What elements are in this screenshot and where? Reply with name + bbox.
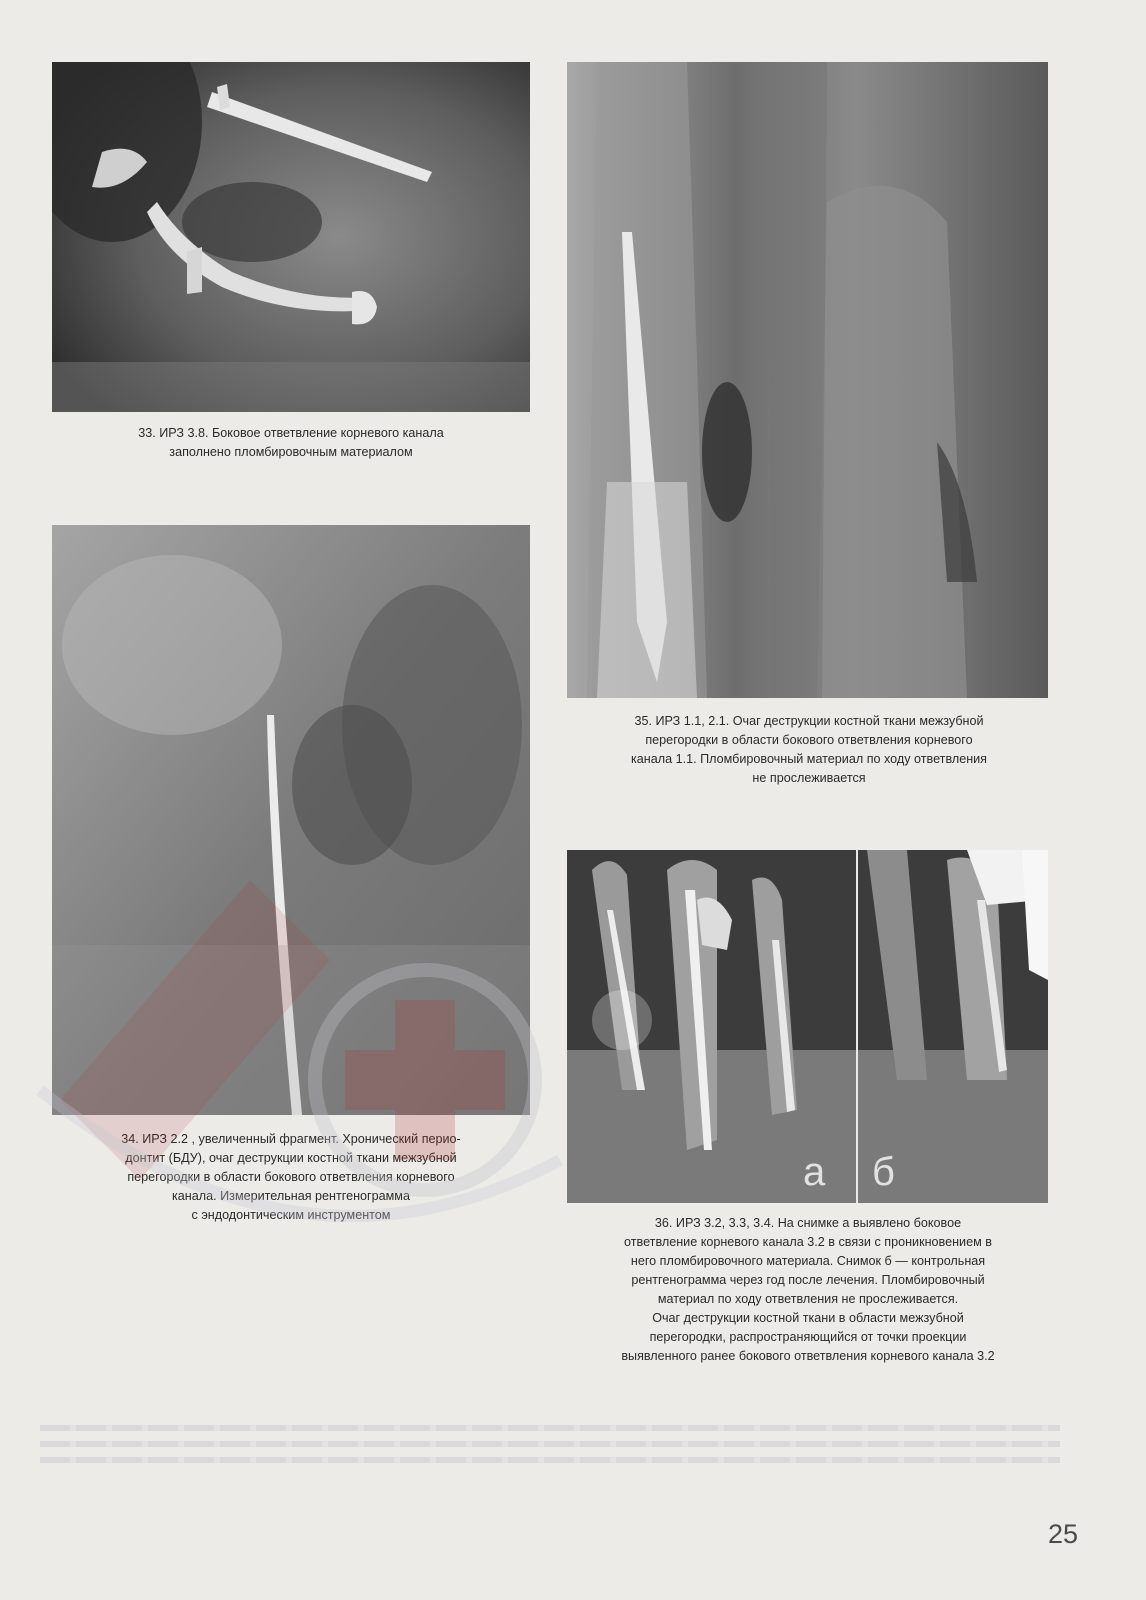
caption-line: перегородки в области бокового ответвления корневого xyxy=(127,1170,455,1184)
figure-35-caption xyxy=(570,712,1048,788)
figure-33-caption xyxy=(60,424,522,462)
figure-34-caption xyxy=(52,1130,530,1225)
figure-36-caption xyxy=(566,1214,1050,1366)
figure-36-xray-image xyxy=(567,850,1048,1203)
caption-line: 36. ИРЗ 3.2, 3.3, 3.4. На снимке а выявлено боковое xyxy=(654,1216,962,1230)
caption-line: перегородки в области бокового ответвления корневого xyxy=(645,733,973,747)
caption-line: канала 1.1. Пломбировочный материал по ходу ответвления xyxy=(630,752,988,766)
caption-line: него пломбировочного материала. Снимок б — контрольная xyxy=(630,1254,986,1268)
caption-line: рентгенограмма через год после лечения. Пломбировочный xyxy=(631,1273,985,1287)
caption-line: перегородки, распространяющийся от точки проекции xyxy=(649,1330,967,1344)
caption-line: материал по ходу ответвления не прослеживается. xyxy=(657,1292,959,1306)
caption-line: с эндодонтическим инструментом xyxy=(191,1208,391,1222)
caption-line: донтит (БДУ), очаг деструкции костной ткани межзубной xyxy=(125,1151,457,1165)
caption-line: Очаг деструкции костной ткани в области межзубной xyxy=(652,1311,964,1325)
caption-line: 33. ИРЗ 3.8. Боковое ответвление корневого канала xyxy=(138,426,444,440)
caption-line: ответвление корневого канала 3.2 в связи с проникновением в xyxy=(624,1235,992,1249)
caption-line: выявленного ранее бокового ответвления корневого канала 3.2 xyxy=(621,1349,995,1363)
caption-line: 35. ИРЗ 1.1, 2.1. Очаг деструкции костной ткани межзубной xyxy=(634,714,984,728)
caption-line: канала. Измерительная рентгенограмма xyxy=(172,1189,410,1203)
panel-label-a: а xyxy=(803,1150,826,1194)
caption-line: не прослеживается xyxy=(752,771,866,785)
figure-35-xray-image xyxy=(567,62,1048,698)
caption-line: 34. ИРЗ 2.2 , увеличенный фрагмент. Хронический перио- xyxy=(121,1132,461,1146)
panel-label-b: б xyxy=(872,1150,895,1194)
caption-line: заполнено пломбировочным материалом xyxy=(169,445,413,459)
show-through-text xyxy=(40,1415,1060,1495)
page-number: 25 xyxy=(1047,1519,1078,1549)
figure-34-xray-image xyxy=(52,525,530,1115)
figure-33-xray-image xyxy=(52,62,530,412)
